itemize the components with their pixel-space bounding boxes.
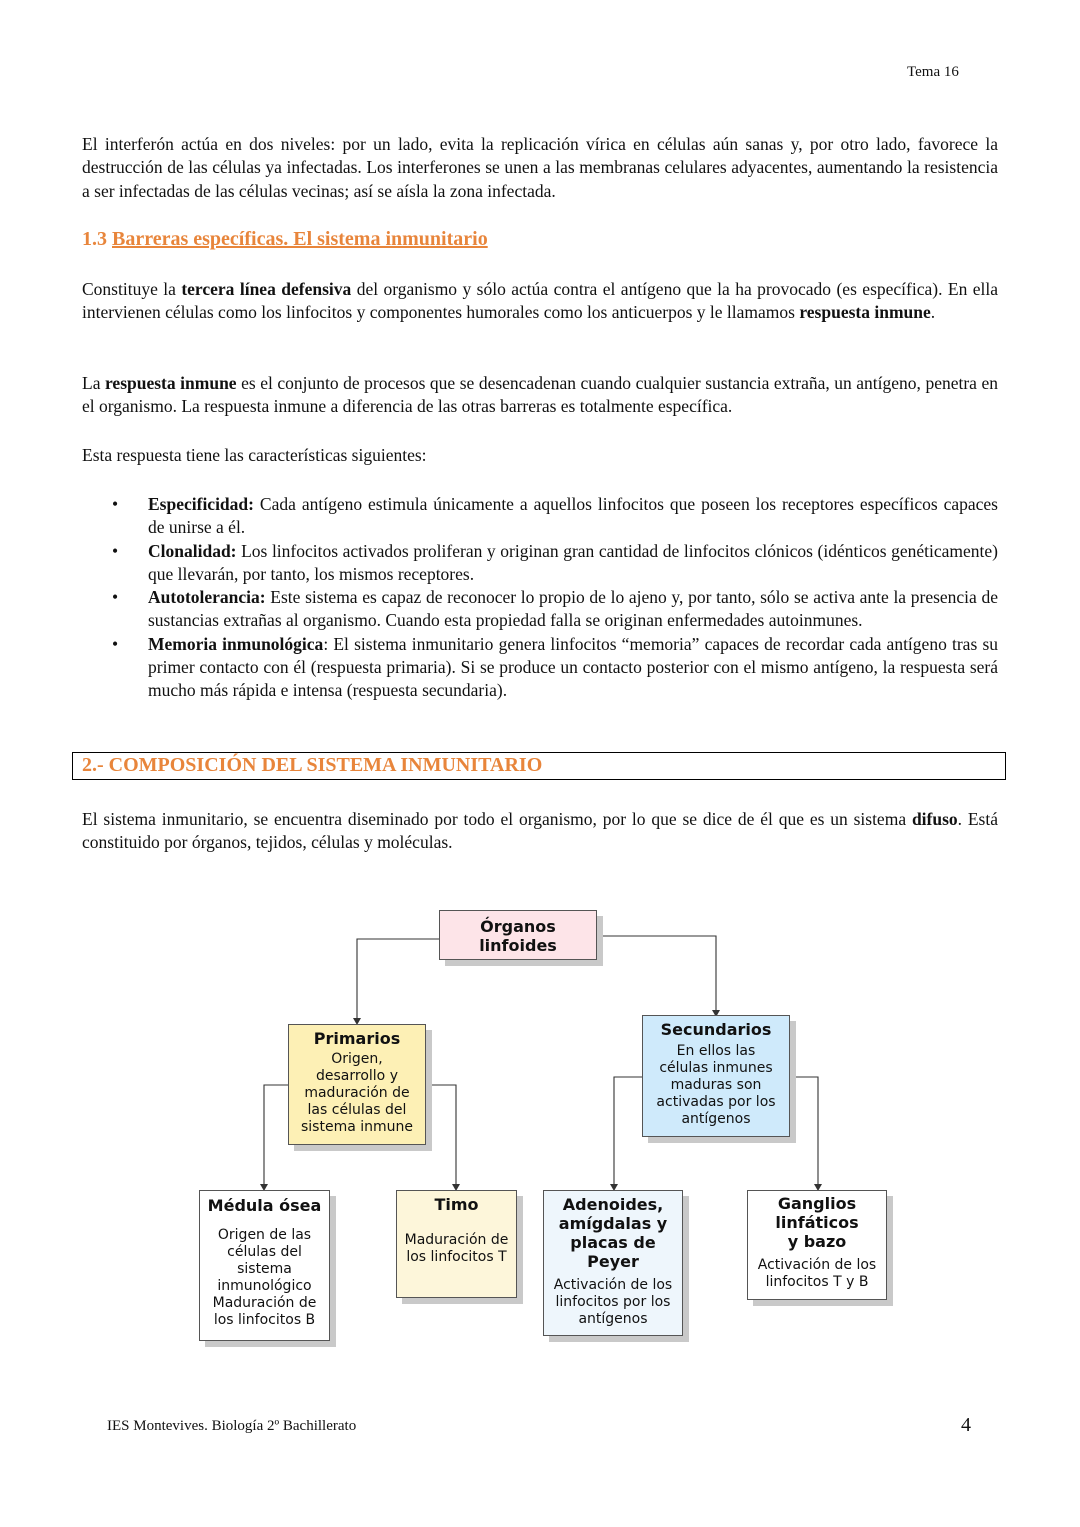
paragraph-interferon: El interferón actúa en dos niveles: por un lado, evita la replicación vírica en células aún sanas y, por otro lado, favorece la destrucción de las células ya infectadas. Los interferones se unen a las membranas celulares adyacentes, aumentando la resistencia a ser infectadas de las células vecinas; así se aísla la zona infectada.	[82, 134, 998, 201]
node-desc-line: sistema inmune	[300, 1119, 413, 1135]
text-run: . Está constituido por órganos, tejidos, células y moléculas.	[82, 809, 999, 853]
bullet-icon: •	[112, 540, 119, 561]
footer-school: IES Montevives. Biología 2º Bachillerato	[107, 1418, 357, 1434]
diagram-node-medula-osea	[199, 1190, 330, 1341]
node-title: Adenoides,	[562, 1195, 664, 1214]
node-title: linfáticos	[775, 1213, 859, 1232]
bullet-icon: •	[112, 587, 119, 608]
connector-root-secundarios	[597, 936, 716, 1012]
node-desc-line: células del	[227, 1244, 302, 1260]
bold-term: respuesta inmune	[104, 373, 237, 393]
node-desc-line: linfocitos por los	[555, 1294, 671, 1310]
connector-secundarios-ganglios	[790, 1077, 818, 1186]
node-desc-line: Activación de los	[553, 1277, 673, 1293]
node-title: Médula ósea	[207, 1196, 322, 1215]
bullet-term: Autotolerancia:	[148, 587, 266, 608]
bullet-term: Memoria inmunológica	[148, 633, 324, 654]
page-number: 4	[961, 1414, 971, 1436]
diagram-node-organos-linfoides	[439, 910, 597, 960]
node-desc-line: activadas por los	[656, 1094, 776, 1110]
node-desc-line: maduras son	[670, 1077, 762, 1093]
connector-root-primarios	[357, 939, 439, 1020]
section-2-title: 2.- COMPOSICIÓN DEL SISTEMA INMUNITARIO	[82, 754, 543, 776]
bold-term: tercera línea defensiva	[181, 279, 352, 299]
node-title: y bazo	[787, 1232, 847, 1251]
text-run: Constituye la	[82, 279, 182, 299]
diagram-node-adenoides	[543, 1190, 683, 1336]
node-desc-line: los linfocitos B	[213, 1312, 316, 1328]
section-title: Barreras específicas. El sistema inmunitario	[112, 228, 488, 250]
text-run: .	[930, 302, 936, 323]
diagram-node-secundarios	[642, 1015, 790, 1137]
bullet-text: Este sistema es capaz de reconocer lo propio de lo ajeno y, por tanto, sólo se activa ante la presencia de sustancias extrañas al organismo. Cuando esta propiedad falla se originan enfermedades autoinmunes.	[148, 587, 998, 631]
node-title: amígdalas y	[558, 1214, 668, 1233]
node-desc-line: linfocitos T y B	[765, 1274, 869, 1290]
node-desc-line: células inmunes	[659, 1060, 773, 1076]
node-desc-line: Maduración de	[404, 1232, 509, 1248]
diagram-node-primarios	[288, 1024, 426, 1145]
node-title: linfoides	[479, 936, 557, 955]
node-title: placas de	[570, 1233, 656, 1252]
node-title: Secundarios	[660, 1020, 772, 1039]
node-title: Órganos	[480, 917, 556, 936]
diagram-node-timo	[396, 1190, 517, 1298]
header-topic: Tema 16	[907, 64, 959, 80]
bullet-icon: •	[112, 633, 119, 654]
diagram-node-ganglios	[747, 1190, 887, 1300]
paragraph-caracteristicas: Esta respuesta tiene las características siguientes:	[82, 445, 427, 465]
bold-term: difuso	[911, 809, 958, 829]
node-desc-line: Origen de las	[217, 1227, 312, 1243]
bold-term: respuesta inmune	[799, 302, 931, 323]
node-desc-line: las células del	[307, 1102, 407, 1118]
bullet-term: Clonalidad:	[148, 540, 237, 561]
node-desc-line: los linfocitos T	[406, 1249, 507, 1265]
node-desc-line: Origen,	[331, 1051, 383, 1067]
bullet-text: : El sistema inmunitario genera linfocitos “memoria” capaces de recordar cada antígeno tras su primer contacto con él (respuesta primaria). Si se produce un contacto posterior con el mismo antígeno, la respuesta será mucho más rápida e intensa (respuesta secundaria).	[148, 633, 998, 701]
node-desc-line: maduración de	[304, 1085, 410, 1101]
node-title: Peyer	[587, 1252, 639, 1271]
bullet-text: Cada antígeno estimula únicamente a aquellos linfocitos que poseen los receptores específicos capaces de unirse a él.	[148, 494, 998, 538]
connector-primarios-timo	[426, 1085, 456, 1186]
node-desc-line: Activación de los	[757, 1257, 877, 1273]
node-title: Ganglios	[777, 1194, 857, 1213]
text-run: del organismo y sólo actúa contra el antígeno que la ha provocado (es específica). En ella intervienen células como los linfocitos y componentes humorales como los anticuerpos y le llamamos	[82, 279, 999, 323]
connector-secundarios-adenoides	[614, 1077, 642, 1186]
node-desc-line: En ellos las	[676, 1043, 756, 1059]
node-title: Timo	[434, 1195, 479, 1214]
node-desc-line: antígenos	[578, 1311, 648, 1327]
node-desc-line: desarrollo y	[316, 1068, 398, 1084]
node-desc-line: antígenos	[681, 1111, 751, 1127]
node-desc-line: inmunológico	[217, 1278, 312, 1294]
text-run: La	[82, 373, 105, 393]
section-number: 1.3	[82, 228, 107, 250]
connector-primarios-medula	[264, 1085, 288, 1186]
text-run: El sistema inmunitario, se encuentra diseminado por todo el organismo, por lo que se dice de él que es un sistema	[82, 809, 912, 829]
bullet-icon: •	[112, 494, 119, 514]
text-run: es el conjunto de procesos que se desencadenan cuando cualquier sustancia extraña, un antígeno, penetra en el organismo. La respuesta inmune a diferencia de las otras barreras es totalmente específica.	[82, 373, 998, 417]
bullet-term: Especificidad:	[148, 494, 254, 514]
node-desc-line: Maduración de	[212, 1295, 317, 1311]
node-title: Primarios	[313, 1029, 401, 1048]
node-desc-line: sistema	[237, 1261, 292, 1277]
bullet-text: Los linfocitos activados proliferan y originan gran cantidad de linfocitos clónicos (idénticos genéticamente) que llevarán, por tanto, los mismos receptores.	[148, 540, 998, 584]
